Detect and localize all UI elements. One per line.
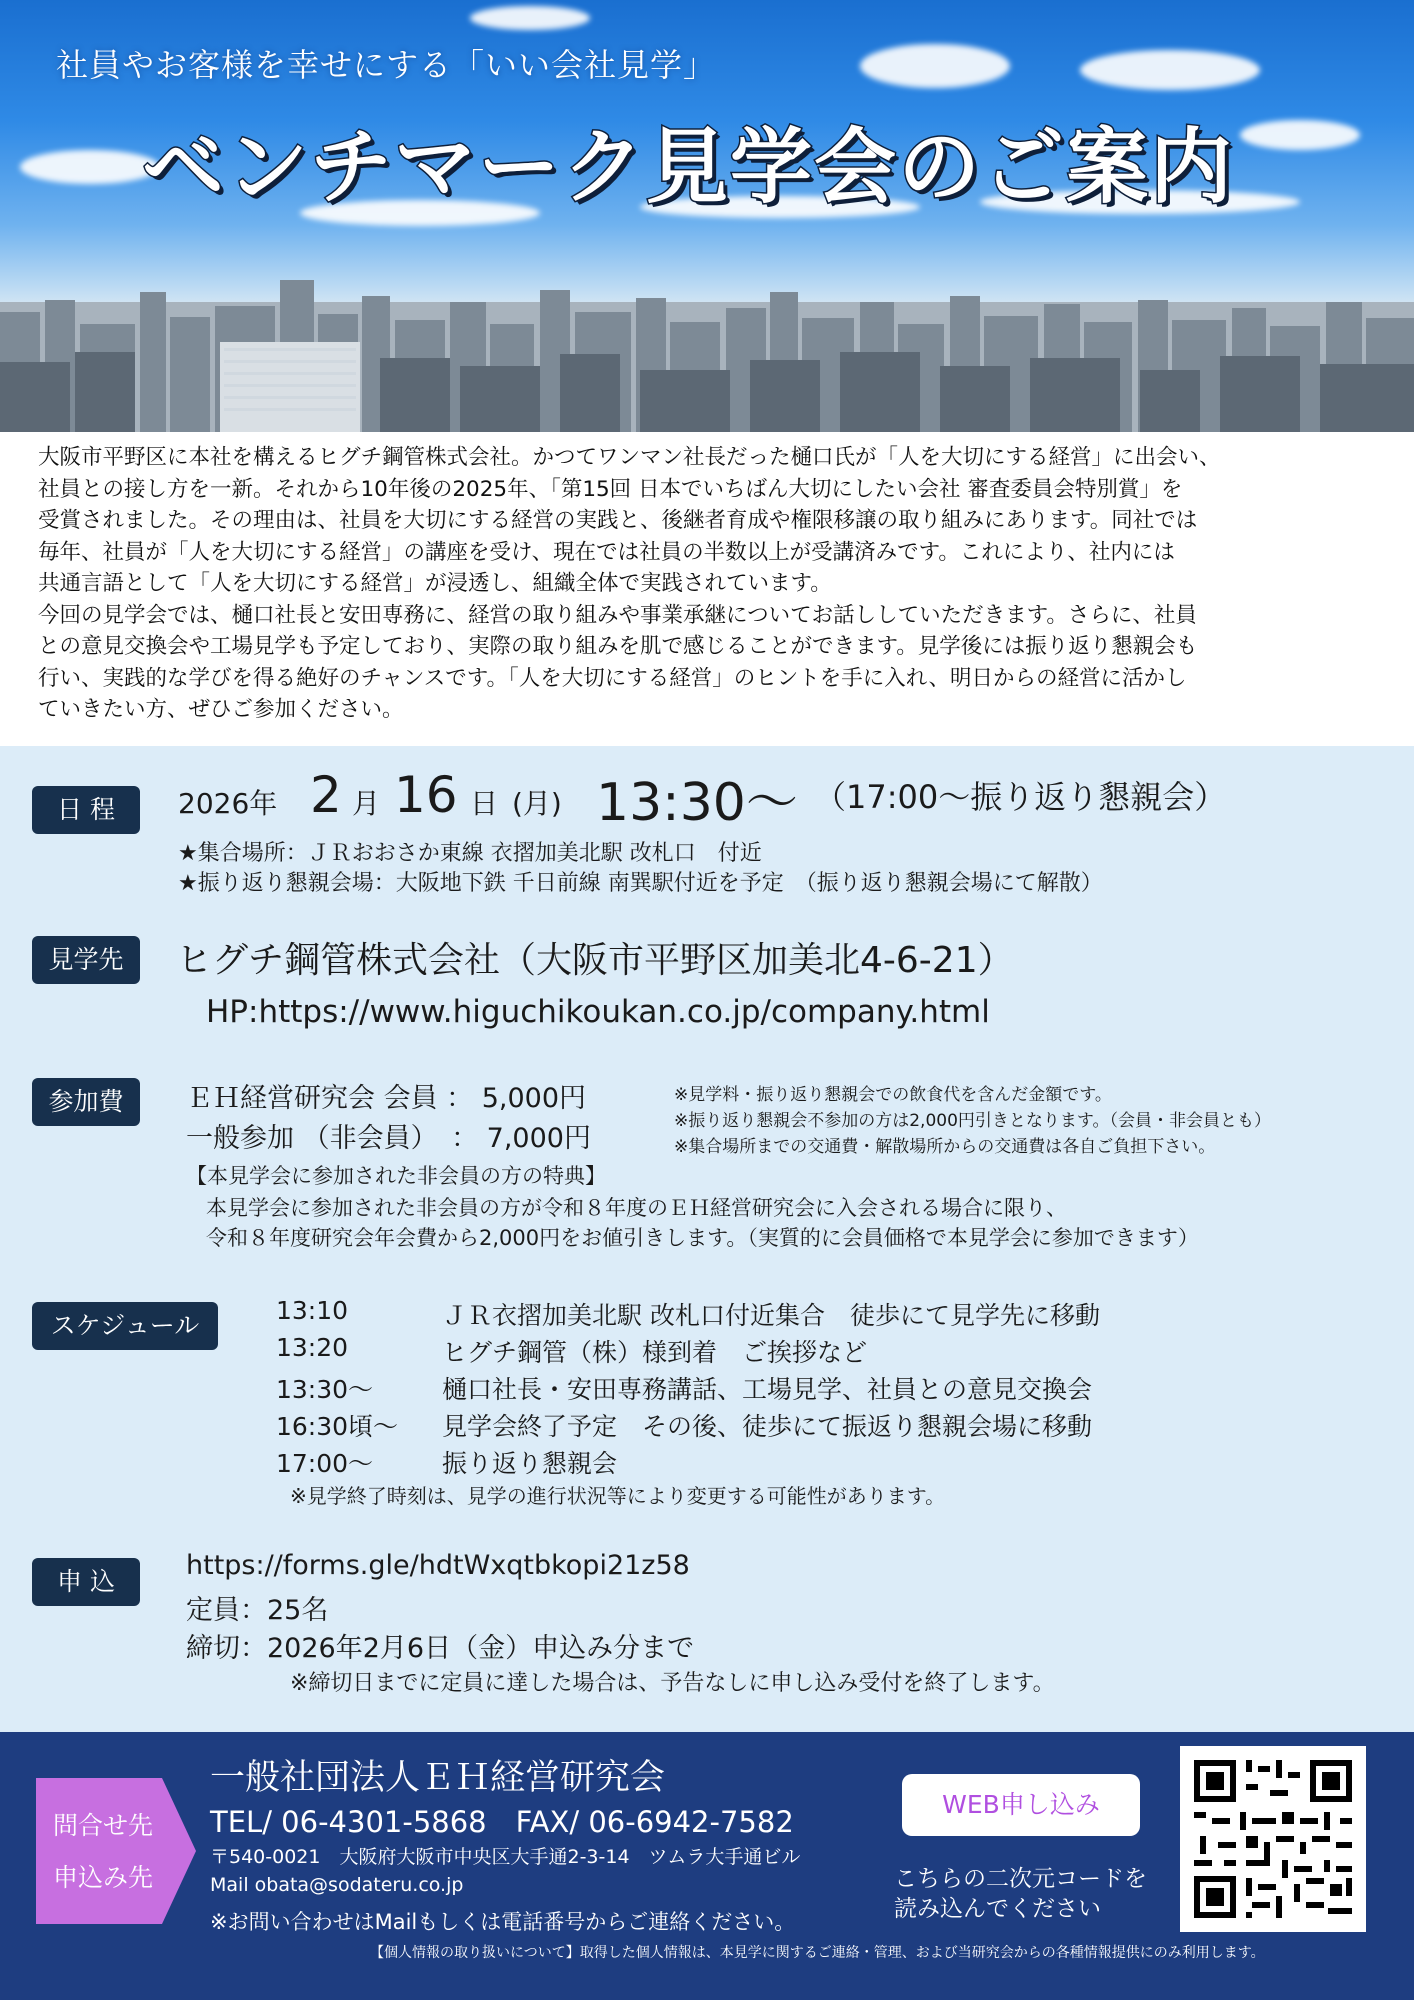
- timetable-desc: ヒグチ鋼管（株）様到着 ご挨拶など: [442, 1338, 868, 1367]
- venue-name: ヒグチ鋼管株式会社（大阪市平野区加美北4-6-21）: [176, 940, 1014, 981]
- timetable-time: 13:20: [276, 1333, 349, 1362]
- cloud: [860, 44, 1010, 88]
- timetable-desc: 見学会終了予定 その後、徒歩にて振返り懇親会場に移動: [442, 1412, 1093, 1441]
- tag-line: 申込み先: [52, 1863, 153, 1892]
- benefit-text: 令和８年度研究会年会費から2,000円をお値引きします。（実質的に会員価格で本見学会に参加できます）: [206, 1226, 1199, 1250]
- hero-banner: [0, 0, 1414, 432]
- meeting-place: ★集合場所：ＪＲおおさか東線 衣摺加美北駅 改札口 付近: [178, 841, 762, 866]
- footer-contact: [0, 1732, 1414, 2000]
- web-apply-button[interactable]: WEB申し込み: [902, 1774, 1140, 1836]
- address: 〒540-0021 大阪府大阪市中央区大手通2-3-14 ツムラ大手通ビル: [210, 1846, 801, 1868]
- contact-tag: [36, 1778, 196, 1924]
- fee-note: ※見学料・振り返り懇親会での飲食代を含んだ金額です。: [674, 1085, 1112, 1105]
- hero-title: ベンチマーク見学会のご案内: [142, 120, 1235, 215]
- timetable-note: ※見学終了時刻は、見学の進行状況等により変更する可能性があります。: [290, 1484, 946, 1508]
- tag-line: 問合せ先: [52, 1811, 153, 1840]
- timetable-desc: 樋口社長・安田専務講話、工場見学、社員との意見交換会: [442, 1375, 1093, 1404]
- timetable-label: スケジュール: [32, 1302, 218, 1350]
- timetable-time: 13:10: [276, 1296, 349, 1325]
- timetable-time: 16:30頃～: [276, 1412, 399, 1441]
- schedule-label: 日 程: [32, 786, 140, 834]
- intro-text: [38, 442, 1384, 726]
- tel-fax[interactable]: TEL/ 06-4301-5868 FAX/ 06-6942-7582: [210, 1805, 794, 1839]
- event-month-unit: 月: [352, 787, 381, 820]
- event-weekday: (月): [512, 787, 562, 820]
- event-party-note: （17:00～振り返り懇親会）: [814, 778, 1227, 816]
- qr-note: こちらの二次元コードを: [894, 1866, 1147, 1892]
- cloud: [20, 150, 160, 184]
- cloud: [1240, 120, 1360, 150]
- party-place: ★振り返り懇親会場：大阪地下鉄 千日前線 南巽駅付近を予定 （振り返り懇親会場にて解散）: [178, 871, 1103, 896]
- venue-url[interactable]: HP:https://www.higuchikoukan.co.jp/company.html: [206, 994, 990, 1030]
- privacy-note: 【個人情報の取り扱いについて】取得した個人情報は、本見学に関するご連絡・管理、および当研究会からの各種情報提供にのみ利用します。: [370, 1945, 1265, 1961]
- timetable-desc: 振り返り懇親会: [442, 1449, 618, 1478]
- benefit-text: 本見学会に参加された非会員の方が令和８年度のＥＨ経営研究会に入会される場合に限り、: [206, 1196, 1067, 1220]
- info-panel: [0, 746, 1414, 1732]
- timetable-time: 13:30～: [276, 1375, 374, 1404]
- fee-nonmember: 一般参加 （非会員） ： 7,000円: [186, 1123, 591, 1154]
- qr-code[interactable]: [1180, 1746, 1366, 1932]
- event-day-unit: 日: [470, 787, 499, 820]
- benefit-title: 【本見学会に参加された非会員の方の特典】: [186, 1164, 606, 1188]
- apply-capacity: 定員：25名: [186, 1595, 329, 1626]
- apply-deadline: 締切：2026年2月6日（金）申込み分まで: [186, 1633, 695, 1664]
- city-skyline: [0, 262, 1414, 432]
- fee-member: ＥＨ経営研究会 会員 ： 5,000円: [186, 1083, 587, 1114]
- qr-code-icon: [1180, 1746, 1366, 1932]
- apply-url[interactable]: https://forms.gle/hdtWxqtbkopi21z58: [186, 1550, 690, 1581]
- event-time: 13:30～: [596, 773, 798, 833]
- fee-note: ※集合場所までの交通費・解散場所からの交通費は各自ご負担下さい。: [674, 1137, 1216, 1157]
- event-month: 2: [310, 766, 342, 824]
- hero-subtitle: 社員やお客様を幸せにする「いい会社見学」: [56, 46, 717, 84]
- timetable-time: 17:00～: [276, 1449, 374, 1478]
- event-day: 16: [394, 766, 458, 824]
- apply-label: 申 込: [32, 1558, 140, 1606]
- timetable-desc: ＪＲ衣摺加美北駅 改札口付近集合 徒歩にて見学先に移動: [442, 1301, 1100, 1330]
- apply-note: ※締切日までに定員に達した場合は、予告なしに申し込み受付を終了します。: [290, 1671, 1055, 1696]
- qr-note: 読み込んでください: [894, 1896, 1101, 1922]
- mail[interactable]: Mail obata@sodateru.co.jp: [210, 1874, 464, 1896]
- inquiry-note: ※お問い合わせはMailもしくは電話番号からご連絡ください。: [210, 1910, 796, 1934]
- event-year: 2026年: [178, 787, 278, 820]
- cloud: [1080, 50, 1260, 90]
- fee-label: 参加費: [32, 1078, 140, 1126]
- fee-note: ※振り返り懇親会不参加の方は2,000円引きとなります。（会員・非会員とも）: [674, 1111, 1272, 1131]
- contact-tag-shape: [36, 1778, 196, 1924]
- intro-paragraph: 大阪市平野区に本社を構えるヒグチ鋼管株式会社。かつてワンマン社長だった樋口氏が「人を大切にする経営」に出会い、 社員との接し方を一新。それから10年後の2025年、「第15回 日本でいちばん大切にしたい会社 審査委員会特別賞」を 受賞されました。その理由は、社員を大切にする経営の実践と、後継者育成や権限移譲の取り組みにあります。同社では 毎年、社員が「人を大切にする経営」の講座を受け、現在では社員の半数以上が受講済みです。これにより、社内には 共通言語として「人を大切にする経営」が浸透し、組織全体で実践されています。: [38, 445, 1221, 596]
- org-name: 一般社団法人ＥＨ経営研究会: [210, 1758, 666, 1798]
- venue-label: 見学先: [32, 936, 140, 984]
- intro-paragraph: 今回の見学会では、樋口社長と安田専務に、経営の取り組みや事業承継についてお話ししていただきます。さらに、社員 との意見交換会や工場見学も予定しており、実際の取り組みを肌で感じることができます。見学後には振り返り懇親会も 行い、実践的な学びを得る絶好のチャンスです。「人を大切にする経営」のヒントを手に入れ、明日からの経営に活かし ていきたい方、ぜひご参加ください。: [38, 602, 1198, 722]
- cloud: [470, 6, 590, 30]
